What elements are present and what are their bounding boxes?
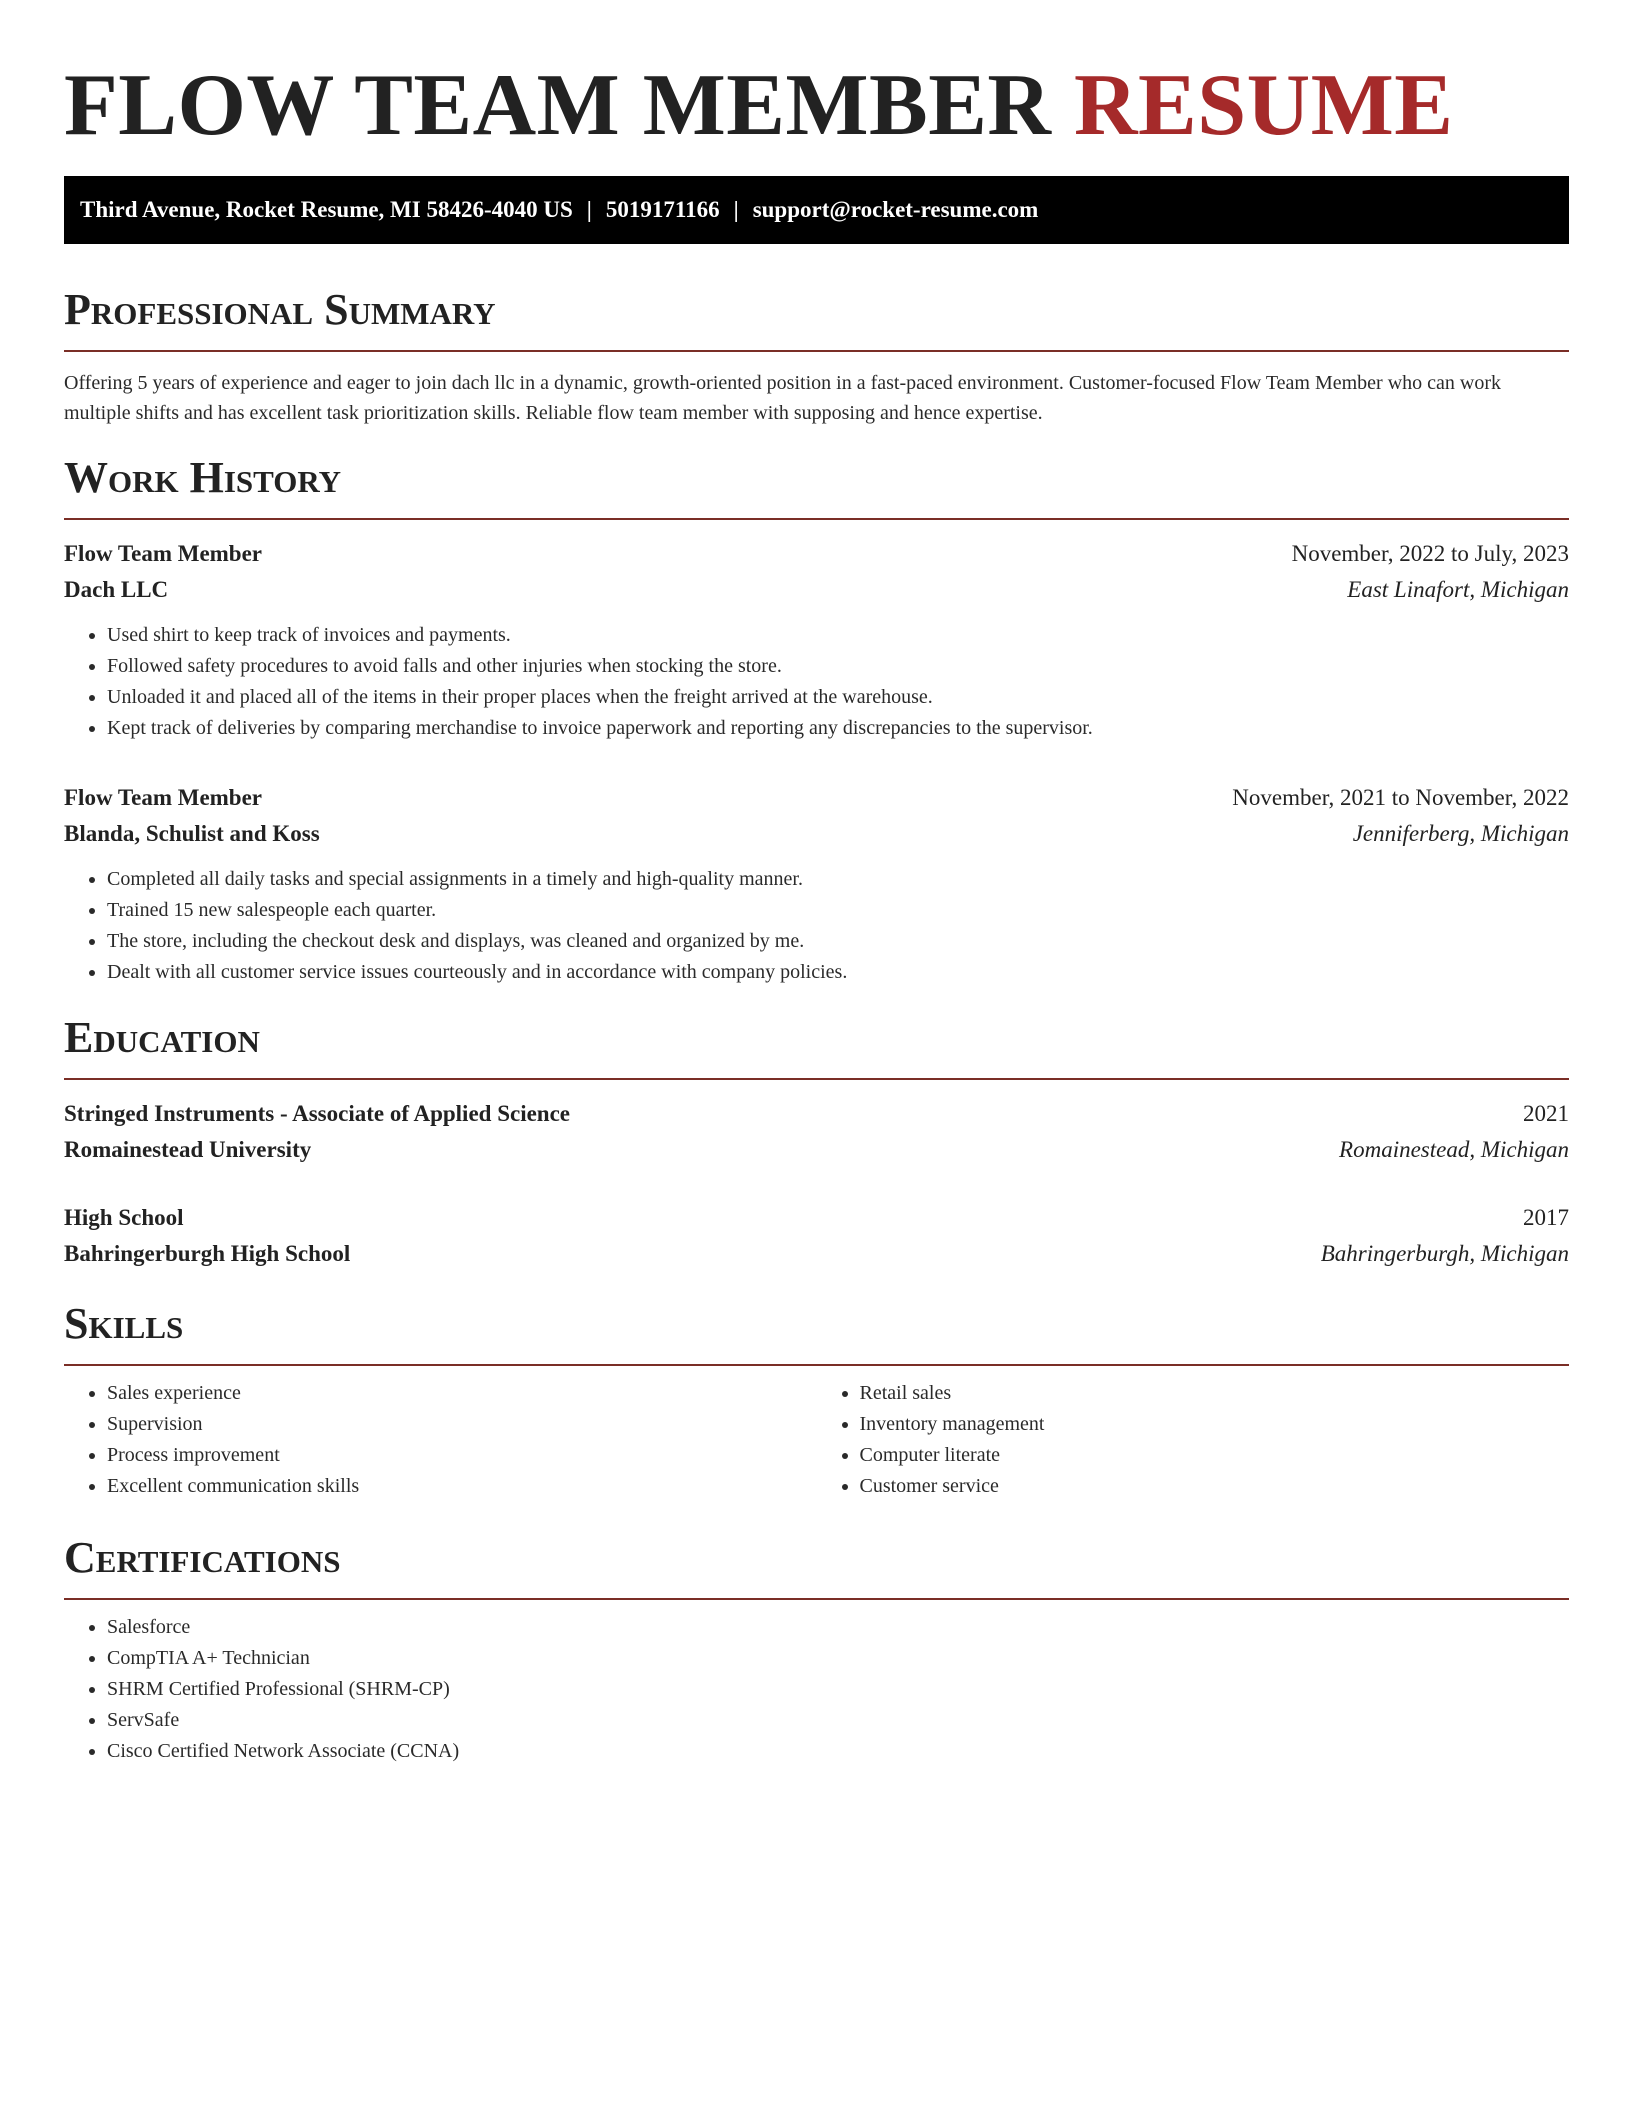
education-entry [64, 1096, 1569, 1168]
section-divider [64, 350, 1569, 352]
education-school: Bahringerburgh High School [64, 1241, 351, 1266]
list-item: • Retail sales [860, 1378, 1570, 1409]
contact-address: Third Avenue, Rocket Resume, MI 58426-4040 US [80, 197, 573, 222]
section-divider [64, 1078, 1569, 1080]
title-accent: RESUME [1073, 57, 1454, 154]
job-dates: November, 2022 to July, 2023 [1291, 541, 1569, 566]
education-heading: Education [64, 1013, 260, 1062]
education-header-row [64, 1096, 1569, 1132]
list-item: • Excellent communication skills [107, 1471, 817, 1502]
contact-phone: 5019171166 [605, 197, 720, 222]
work-history-section [64, 452, 1569, 988]
list-item: • Used shirt to keep track of invoices and payments. [107, 620, 1569, 651]
resume-title [64, 56, 1569, 156]
list-item: • Process improvement [107, 1440, 817, 1471]
job-bullets [64, 864, 1569, 988]
job-location: Jenniferberg, Michigan [1352, 821, 1569, 846]
education-section [64, 1012, 1569, 1272]
list-item: • Sales experience [107, 1378, 817, 1409]
education-header-row [64, 1200, 1569, 1236]
job-company-row [64, 572, 1569, 608]
education-location: Romainestead, Michigan [1339, 1137, 1569, 1162]
education-location: Bahringerburgh, Michigan [1320, 1241, 1569, 1266]
contact-bar [64, 176, 1569, 244]
list-item: • Unloaded it and placed all of the items in their proper places when the freight arrived at the warehouse. [107, 682, 1569, 713]
education-degree: Stringed Instruments - Associate of Applied Science [64, 1101, 570, 1126]
job-company-row [64, 816, 1569, 852]
list-item: • Computer literate [860, 1440, 1570, 1471]
skills-right-column [817, 1378, 1570, 1502]
certifications-section [64, 1532, 1569, 1767]
summary-heading: Professional Summary [64, 285, 496, 334]
list-item: • Supervision [107, 1409, 817, 1440]
contact-email: support@rocket-resume.com [752, 197, 1039, 222]
list-item: • Dealt with all customer service issues courteously and in accordance with company policies. [107, 957, 1569, 988]
certifications-list [64, 1612, 1569, 1767]
list-item: • The store, including the checkout desk and displays, was cleaned and organized by me. [107, 926, 1569, 957]
contact-separator: | [733, 197, 739, 222]
job-title: Flow Team Member [64, 785, 263, 810]
education-year: 2017 [1523, 1205, 1569, 1230]
list-item: • Customer service [860, 1471, 1570, 1502]
job-bullets [64, 620, 1569, 744]
certifications-heading: Certifications [64, 1533, 341, 1582]
job-header-row [64, 780, 1569, 816]
skills-section [64, 1298, 1569, 1502]
list-item: • Trained 15 new salespeople each quarter. [107, 895, 1569, 926]
skills-left-column [64, 1378, 817, 1502]
resume-page [64, 0, 1569, 1767]
list-item: • Salesforce [107, 1612, 1569, 1643]
contact-separator: | [586, 197, 592, 222]
section-divider [64, 1598, 1569, 1600]
list-item: • Completed all daily tasks and special assignments in a timely and high-quality manner. [107, 864, 1569, 895]
list-item: • CompTIA A+ Technician [107, 1643, 1569, 1674]
job-company: Blanda, Schulist and Koss [64, 821, 320, 846]
summary-section [64, 284, 1569, 428]
list-item: • Followed safety procedures to avoid falls and other injuries when stocking the store. [107, 651, 1569, 682]
skills-heading: Skills [64, 1299, 184, 1348]
job-header-row [64, 536, 1569, 572]
education-school: Romainestead University [64, 1137, 312, 1162]
skills-grid [64, 1366, 1569, 1502]
job-title: Flow Team Member [64, 541, 263, 566]
job-location: East Linafort, Michigan [1347, 577, 1569, 602]
education-entry [64, 1200, 1569, 1272]
education-school-row [64, 1236, 1569, 1272]
list-item: • Kept track of deliveries by comparing merchandise to invoice paperwork and reporting any discrepancies to the supervisor. [107, 713, 1569, 744]
work-history-heading: Work History [64, 453, 342, 502]
list-item: • Cisco Certified Network Associate (CCNA) [107, 1736, 1569, 1767]
job-company: Dach LLC [64, 577, 169, 602]
list-item: • SHRM Certified Professional (SHRM-CP) [107, 1674, 1569, 1705]
education-degree: High School [64, 1205, 184, 1230]
job-dates: November, 2021 to November, 2022 [1232, 785, 1569, 810]
education-school-row [64, 1132, 1569, 1168]
education-year: 2021 [1523, 1101, 1569, 1126]
job-entry [64, 780, 1569, 988]
summary-text: Offering 5 years of experience and eager to join dach llc in a dynamic, growth-oriented position in a fast-paced environment. Customer-focused Flow Team Member who can work multiple shifts and has excellent task prioritization skills. Reliable flow team member with supposing and hence expertise. [64, 372, 1502, 424]
job-entry [64, 536, 1569, 744]
section-divider [64, 518, 1569, 520]
list-item: • ServSafe [107, 1705, 1569, 1736]
title-main: FLOW TEAM MEMBER [64, 57, 1052, 154]
list-item: • Inventory management [860, 1409, 1570, 1440]
